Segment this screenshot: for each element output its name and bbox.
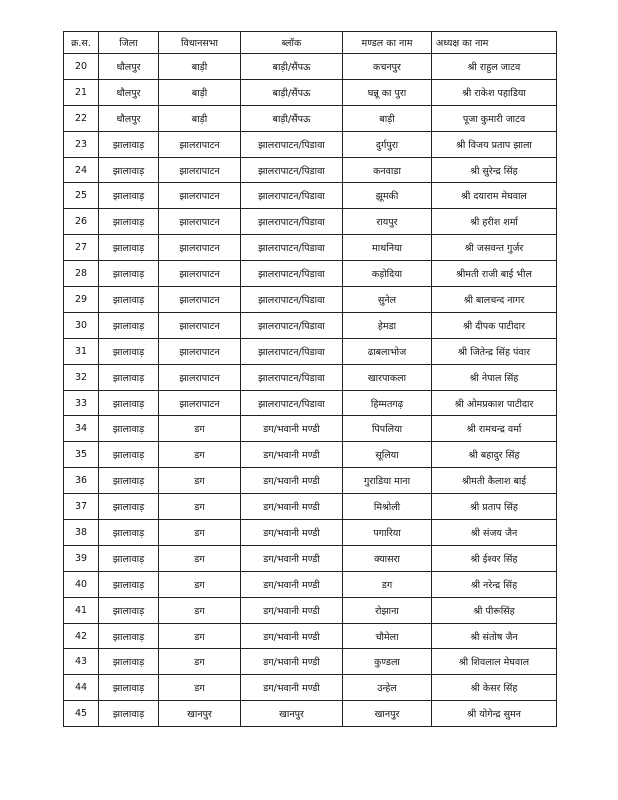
cell-president-name: श्री सुरेन्द्र सिंह bbox=[432, 157, 557, 183]
cell-president-name: श्री नेपाल सिंह bbox=[432, 364, 557, 390]
cell-assembly: खानपुर bbox=[159, 701, 241, 727]
cell-assembly: डग bbox=[159, 675, 241, 701]
cell-president-name: श्री रामचन्द्र वर्मा bbox=[432, 416, 557, 442]
cell-mandal-name: झूमकी bbox=[343, 183, 432, 209]
cell-block: झालरापाटन/पिडावा bbox=[241, 235, 343, 261]
cell-president-name: श्री ईश्वर सिंह bbox=[432, 545, 557, 571]
cell-serial-number: 27 bbox=[64, 235, 99, 261]
cell-mandal-name: कचनपुर bbox=[343, 54, 432, 80]
cell-assembly: डग bbox=[159, 442, 241, 468]
table-row bbox=[64, 597, 557, 623]
cell-district: झालावाड़ bbox=[99, 235, 159, 261]
cell-district: धौलपुर bbox=[99, 105, 159, 131]
table-row bbox=[64, 623, 557, 649]
cell-mandal-name: सूलिया bbox=[343, 442, 432, 468]
cell-president-name: श्री जसवन्त गुर्जर bbox=[432, 235, 557, 261]
cell-block: झालरापाटन/पिडावा bbox=[241, 390, 343, 416]
cell-mandal-name: उन्हेल bbox=[343, 675, 432, 701]
table-row bbox=[64, 79, 557, 105]
cell-assembly: झालरापाटन bbox=[159, 364, 241, 390]
table-row bbox=[64, 54, 557, 80]
cell-mandal-name: बाड़ी bbox=[343, 105, 432, 131]
cell-mandal-name: खारपाकला bbox=[343, 364, 432, 390]
cell-block: डग/भवानी मण्डी bbox=[241, 649, 343, 675]
cell-president-name: श्री दीपक पाटीदार bbox=[432, 312, 557, 338]
cell-serial-number: 24 bbox=[64, 157, 99, 183]
cell-serial-number: 45 bbox=[64, 701, 99, 727]
cell-assembly: बाड़ी bbox=[159, 54, 241, 80]
cell-mandal-name: हिम्मतगढ़ bbox=[343, 390, 432, 416]
cell-serial-number: 35 bbox=[64, 442, 99, 468]
cell-block: डग/भवानी मण्डी bbox=[241, 468, 343, 494]
cell-mandal-name: खानपुर bbox=[343, 701, 432, 727]
table-row bbox=[64, 390, 557, 416]
cell-serial-number: 22 bbox=[64, 105, 99, 131]
cell-serial-number: 31 bbox=[64, 338, 99, 364]
cell-president-name: श्री प्रताप सिंह bbox=[432, 494, 557, 520]
cell-president-name: श्री राकेश पहाडिया bbox=[432, 79, 557, 105]
cell-assembly: बाड़ी bbox=[159, 79, 241, 105]
table-row bbox=[64, 235, 557, 261]
cell-district: झालावाड़ bbox=[99, 364, 159, 390]
cell-block: बाड़ी/सैंपऊ bbox=[241, 54, 343, 80]
cell-block: झालरापाटन/पिडावा bbox=[241, 287, 343, 313]
table-row bbox=[64, 520, 557, 546]
cell-mandal-name: ढाबलाभोज bbox=[343, 338, 432, 364]
cell-block: झालरापाटन/पिडावा bbox=[241, 183, 343, 209]
cell-mandal-name: दुर्गपुरा bbox=[343, 131, 432, 157]
cell-president-name: श्री ओमप्रकाश पाटीदार bbox=[432, 390, 557, 416]
cell-assembly: झालरापाटन bbox=[159, 312, 241, 338]
cell-mandal-name: कड़ोदिया bbox=[343, 261, 432, 287]
table-row bbox=[64, 364, 557, 390]
cell-serial-number: 34 bbox=[64, 416, 99, 442]
table-row bbox=[64, 183, 557, 209]
cell-president-name: श्री संतोष जैन bbox=[432, 623, 557, 649]
cell-president-name: श्री संजय जैन bbox=[432, 520, 557, 546]
cell-district: झालावाड़ bbox=[99, 338, 159, 364]
cell-assembly: झालरापाटन bbox=[159, 287, 241, 313]
cell-assembly: डग bbox=[159, 468, 241, 494]
cell-block: खानपुर bbox=[241, 701, 343, 727]
cell-assembly: डग bbox=[159, 571, 241, 597]
cell-block: झालरापाटन/पिडावा bbox=[241, 157, 343, 183]
cell-district: धौलपुर bbox=[99, 54, 159, 80]
header-serial-number: क्र.स. bbox=[64, 32, 99, 54]
header-row bbox=[64, 32, 557, 54]
cell-district: झालावाड़ bbox=[99, 183, 159, 209]
cell-assembly: झालरापाटन bbox=[159, 131, 241, 157]
cell-district: झालावाड़ bbox=[99, 571, 159, 597]
cell-block: डग/भवानी मण्डी bbox=[241, 675, 343, 701]
cell-assembly: झालरापाटन bbox=[159, 157, 241, 183]
cell-serial-number: 29 bbox=[64, 287, 99, 313]
cell-district: झालावाड़ bbox=[99, 131, 159, 157]
table-row bbox=[64, 545, 557, 571]
cell-serial-number: 33 bbox=[64, 390, 99, 416]
table-row bbox=[64, 338, 557, 364]
cell-mandal-name: चौमेला bbox=[343, 623, 432, 649]
table-row bbox=[64, 675, 557, 701]
cell-serial-number: 21 bbox=[64, 79, 99, 105]
cell-assembly: डग bbox=[159, 623, 241, 649]
header-district: जिला bbox=[99, 32, 159, 54]
table-body bbox=[64, 54, 557, 727]
cell-president-name: श्री नरेन्द्र सिंह bbox=[432, 571, 557, 597]
header-president-name: अध्यक्ष का नाम bbox=[432, 32, 557, 54]
cell-mandal-name: कुण्डला bbox=[343, 649, 432, 675]
cell-district: झालावाड़ bbox=[99, 597, 159, 623]
cell-district: झालावाड़ bbox=[99, 545, 159, 571]
cell-block: डग/भवानी मण्डी bbox=[241, 597, 343, 623]
cell-president-name: श्री शिवलाल मेघवाल bbox=[432, 649, 557, 675]
cell-assembly: झालरापाटन bbox=[159, 235, 241, 261]
cell-district: झालावाड़ bbox=[99, 701, 159, 727]
cell-president-name: श्री जितेन्द्र सिंह पंवार bbox=[432, 338, 557, 364]
cell-block: झालरापाटन/पिडावा bbox=[241, 131, 343, 157]
cell-mandal-name: रोझाना bbox=[343, 597, 432, 623]
cell-serial-number: 43 bbox=[64, 649, 99, 675]
cell-president-name: श्रीमती राजी बाई भील bbox=[432, 261, 557, 287]
cell-mandal-name: माथनिया bbox=[343, 235, 432, 261]
cell-president-name: श्री केसर सिंह bbox=[432, 675, 557, 701]
cell-mandal-name: पिपलिया bbox=[343, 416, 432, 442]
cell-district: झालावाड़ bbox=[99, 157, 159, 183]
cell-assembly: झालरापाटन bbox=[159, 338, 241, 364]
cell-serial-number: 20 bbox=[64, 54, 99, 80]
header-assembly: विधानसभा bbox=[159, 32, 241, 54]
cell-district: झालावाड़ bbox=[99, 649, 159, 675]
cell-block: झालरापाटन/पिडावा bbox=[241, 312, 343, 338]
table-row bbox=[64, 494, 557, 520]
cell-block: डग/भवानी मण्डी bbox=[241, 623, 343, 649]
cell-district: झालावाड़ bbox=[99, 494, 159, 520]
cell-block: डग/भवानी मण्डी bbox=[241, 545, 343, 571]
cell-assembly: डग bbox=[159, 649, 241, 675]
cell-serial-number: 30 bbox=[64, 312, 99, 338]
cell-assembly: झालरापाटन bbox=[159, 261, 241, 287]
cell-assembly: डग bbox=[159, 545, 241, 571]
cell-assembly: झालरापाटन bbox=[159, 390, 241, 416]
table-row bbox=[64, 287, 557, 313]
cell-assembly: डग bbox=[159, 494, 241, 520]
table-row bbox=[64, 649, 557, 675]
cell-district: धौलपुर bbox=[99, 79, 159, 105]
cell-president-name: श्री बालचन्द नागर bbox=[432, 287, 557, 313]
cell-president-name: श्री हरीश शर्मा bbox=[432, 209, 557, 235]
cell-district: झालावाड़ bbox=[99, 416, 159, 442]
cell-serial-number: 23 bbox=[64, 131, 99, 157]
cell-president-name: श्री बहादुर सिंह bbox=[432, 442, 557, 468]
cell-serial-number: 25 bbox=[64, 183, 99, 209]
cell-block: झालरापाटन/पिडावा bbox=[241, 364, 343, 390]
table-header bbox=[64, 32, 557, 54]
cell-block: डग/भवानी मण्डी bbox=[241, 442, 343, 468]
cell-assembly: झालरापाटन bbox=[159, 183, 241, 209]
cell-president-name: पूजा कुमारी जाटव bbox=[432, 105, 557, 131]
table-row bbox=[64, 131, 557, 157]
cell-block: डग/भवानी मण्डी bbox=[241, 416, 343, 442]
cell-block: डग/भवानी मण्डी bbox=[241, 571, 343, 597]
cell-district: झालावाड़ bbox=[99, 623, 159, 649]
cell-district: झालावाड़ bbox=[99, 287, 159, 313]
cell-serial-number: 44 bbox=[64, 675, 99, 701]
header-mandal-name: मण्डल का नाम bbox=[343, 32, 432, 54]
cell-assembly: डग bbox=[159, 597, 241, 623]
cell-president-name: श्री पीरूसिंह bbox=[432, 597, 557, 623]
cell-mandal-name: मिश्रोली bbox=[343, 494, 432, 520]
cell-mandal-name: पगारिया bbox=[343, 520, 432, 546]
header-block: ब्लॉक bbox=[241, 32, 343, 54]
cell-president-name: श्री विजय प्रताप झाला bbox=[432, 131, 557, 157]
cell-district: झालावाड़ bbox=[99, 468, 159, 494]
cell-serial-number: 38 bbox=[64, 520, 99, 546]
cell-assembly: डग bbox=[159, 520, 241, 546]
table-row bbox=[64, 261, 557, 287]
table-row bbox=[64, 571, 557, 597]
cell-mandal-name: हेमडा bbox=[343, 312, 432, 338]
mandal-presidents-table bbox=[63, 31, 557, 727]
cell-district: झालावाड़ bbox=[99, 520, 159, 546]
cell-serial-number: 40 bbox=[64, 571, 99, 597]
cell-mandal-name: रायपुर bbox=[343, 209, 432, 235]
cell-district: झालावाड़ bbox=[99, 261, 159, 287]
cell-assembly: डग bbox=[159, 416, 241, 442]
cell-block: झालरापाटन/पिडावा bbox=[241, 338, 343, 364]
table-row bbox=[64, 416, 557, 442]
cell-assembly: बाड़ी bbox=[159, 105, 241, 131]
table-row bbox=[64, 701, 557, 727]
table-row bbox=[64, 442, 557, 468]
cell-serial-number: 42 bbox=[64, 623, 99, 649]
cell-serial-number: 26 bbox=[64, 209, 99, 235]
cell-block: झालरापाटन/पिडावा bbox=[241, 261, 343, 287]
cell-district: झालावाड़ bbox=[99, 675, 159, 701]
cell-president-name: श्री राहुल जाटव bbox=[432, 54, 557, 80]
cell-district: झालावाड़ bbox=[99, 312, 159, 338]
cell-mandal-name: क्यासरा bbox=[343, 545, 432, 571]
cell-president-name: श्री योगेन्द्र सुमन bbox=[432, 701, 557, 727]
cell-district: झालावाड़ bbox=[99, 442, 159, 468]
table-row bbox=[64, 105, 557, 131]
cell-mandal-name: कनवाडा bbox=[343, 157, 432, 183]
cell-block: डग/भवानी मण्डी bbox=[241, 494, 343, 520]
table-row bbox=[64, 468, 557, 494]
cell-president-name: श्रीमती कैलाश बाई bbox=[432, 468, 557, 494]
cell-block: झालरापाटन/पिडावा bbox=[241, 209, 343, 235]
table-row bbox=[64, 157, 557, 183]
cell-district: झालावाड़ bbox=[99, 209, 159, 235]
cell-serial-number: 36 bbox=[64, 468, 99, 494]
cell-serial-number: 37 bbox=[64, 494, 99, 520]
cell-mandal-name: गुराडिया माना bbox=[343, 468, 432, 494]
cell-district: झालावाड़ bbox=[99, 390, 159, 416]
cell-block: डग/भवानी मण्डी bbox=[241, 520, 343, 546]
cell-block: बाड़ी/सैंपऊ bbox=[241, 105, 343, 131]
cell-serial-number: 41 bbox=[64, 597, 99, 623]
cell-assembly: झालरापाटन bbox=[159, 209, 241, 235]
cell-serial-number: 39 bbox=[64, 545, 99, 571]
cell-serial-number: 32 bbox=[64, 364, 99, 390]
cell-president-name: श्री दयाराम मेघवाल bbox=[432, 183, 557, 209]
cell-mandal-name: घन्नू का पुरा bbox=[343, 79, 432, 105]
table-row bbox=[64, 312, 557, 338]
cell-mandal-name: सुनेल bbox=[343, 287, 432, 313]
table-row bbox=[64, 209, 557, 235]
cell-block: बाड़ी/सैंपऊ bbox=[241, 79, 343, 105]
cell-mandal-name: डग bbox=[343, 571, 432, 597]
cell-serial-number: 28 bbox=[64, 261, 99, 287]
